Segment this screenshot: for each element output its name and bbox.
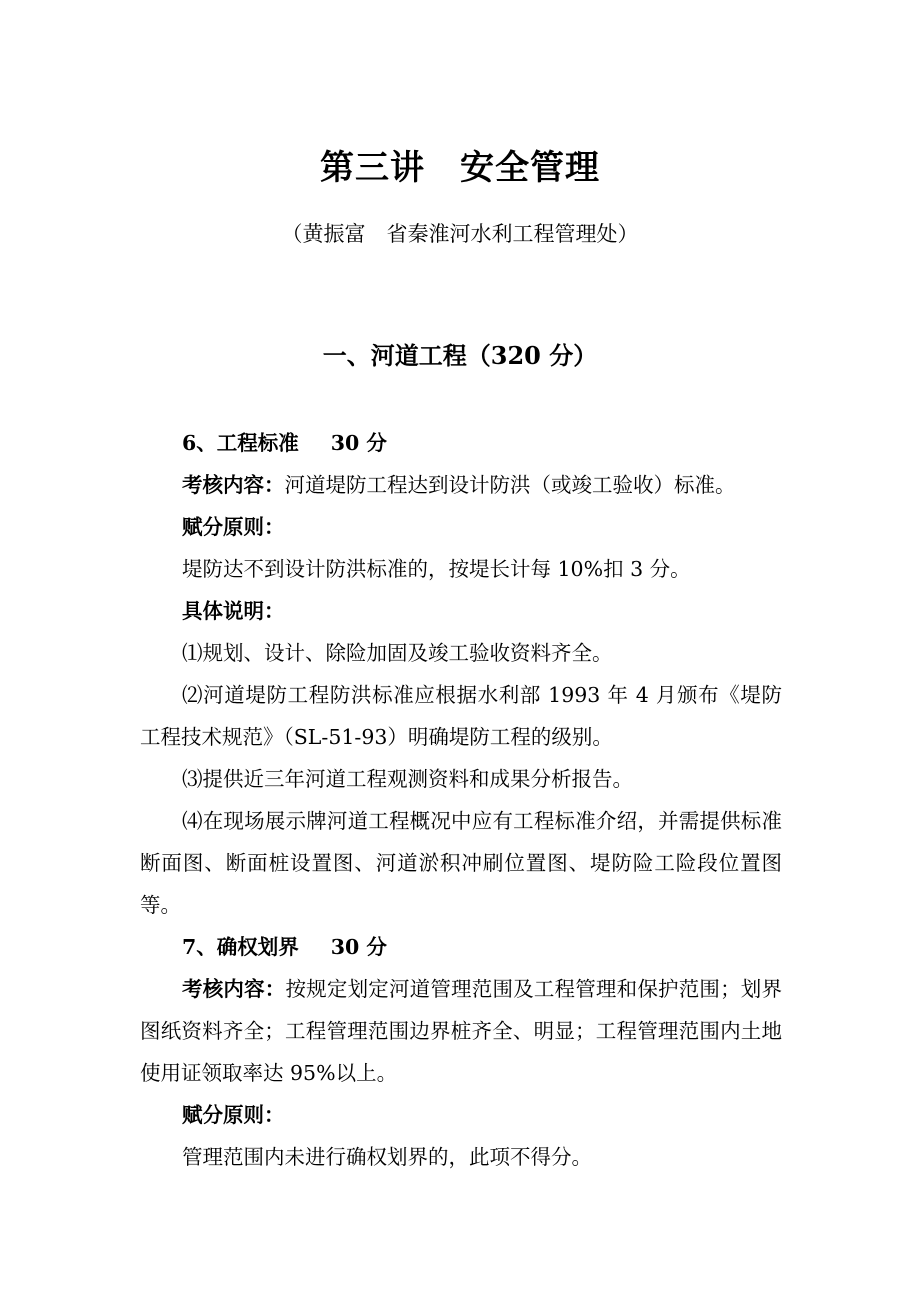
detail-item-3: ⑶提供近三年河道工程观测资料和成果分析报告。 [182, 767, 633, 791]
item-heading-text: 6、工程标准 [182, 431, 299, 455]
page-title: 第三讲 安全管理 [320, 148, 600, 188]
detail-item-4: ⑷在现场展示牌河道工程概况中应有工程标准介绍，并需提供标准断面图、断面桩设置图、河道淤积冲刷位置图、堤防险工险段位置图等。 [140, 809, 782, 917]
assess-text: 按规定划定河道管理范围及工程管理和保护范围；划界图纸资料齐全；工程管理范围边界桩齐全、明显；工程管理范围内土地使用证领取率达 95%以上。 [140, 977, 783, 1085]
author-line: （黄振富 省秦淮河水利工程管理处） [281, 222, 639, 246]
item-score: 30 分 [330, 431, 387, 455]
document-body [140, 422, 782, 1178]
assess-paragraph-6 [140, 464, 782, 506]
scoring-text-7: 管理范围内未进行确权划界的，此项不得分。 [182, 1145, 592, 1169]
scoring-label-6: 赋分原则： [182, 515, 285, 539]
item-heading-6 [140, 422, 782, 464]
section-heading: 一、河道工程（320 分） [322, 341, 598, 370]
item-heading-text: 7、确权划界 [182, 935, 299, 959]
assess-text: 河道堤防工程达到设计防洪（或竣工验收）标准。 [284, 473, 736, 497]
assess-paragraph-7 [140, 968, 782, 1094]
item-heading-7 [140, 926, 782, 968]
detail-item-1: ⑴规划、设计、除险加固及竣工验收资料齐全。 [182, 641, 613, 665]
detail-item-2: ⑵河道堤防工程防洪标准应根据水利部 1993 年 4 月颁布《堤防工程技术规范》（SL-51-93）明确堤防工程的级别。 [140, 683, 782, 749]
detail-label-6: 具体说明： [182, 599, 285, 623]
scoring-text-6: 堤防达不到设计防洪标准的，按堤长计每 10%扣 3 分。 [182, 557, 691, 581]
assess-label: 考核内容： [182, 473, 285, 497]
item-score: 30 分 [330, 935, 387, 959]
assess-label: 考核内容： [182, 977, 286, 1001]
scoring-label-7: 赋分原则： [182, 1103, 285, 1127]
